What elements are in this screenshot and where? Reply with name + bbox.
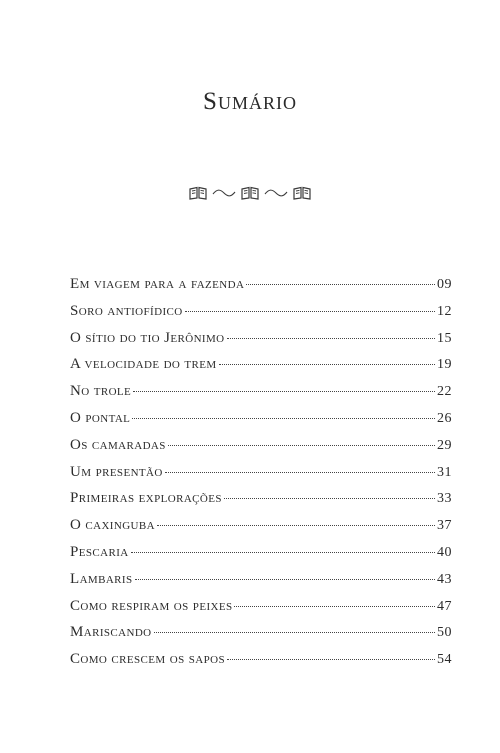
dot-leader [227,338,435,339]
toc-entry[interactable] [70,598,452,625]
toc-entry-title: Em viagem para a fazenda [70,276,245,292]
dot-leader [219,364,435,365]
dot-leader [246,284,435,285]
dot-leader [227,659,435,660]
toc-entry-page: 43 [437,571,452,587]
toc-entry[interactable] [70,490,452,517]
tilde-swash-icon [211,188,237,198]
dot-leader [135,579,436,580]
toc-entry-page: 33 [437,491,452,507]
toc-entry[interactable] [70,651,452,678]
toc-entry-page: 09 [437,277,452,292]
table-of-contents [70,276,452,678]
toc-entry-page: 31 [437,464,452,480]
toc-entry-page: 50 [437,625,452,641]
dot-leader [165,472,435,473]
dot-leader [132,418,435,419]
toc-entry-page: 12 [437,303,452,319]
toc-entry-title: A velocidade do trem [70,356,217,373]
section-ornament [0,186,500,200]
toc-entry[interactable] [70,303,452,330]
toc-entry-page: 26 [437,410,452,426]
toc-entry[interactable] [70,330,452,357]
book-glyph-icon [241,186,259,200]
toc-entry[interactable] [70,544,452,571]
dot-leader [185,311,435,312]
page-title: Sumário [203,88,297,115]
dot-leader [154,632,435,633]
toc-entry-title: O sítio do tio Jerônimo [70,329,225,346]
toc-entry[interactable] [70,571,452,598]
toc-entry-title: Um presentão [70,463,163,480]
dot-leader [168,445,435,446]
toc-entry[interactable] [70,276,452,303]
toc-entry[interactable] [70,464,452,491]
toc-entry-title: O pontal [70,409,131,426]
toc-entry-page: 47 [437,598,452,614]
dot-leader [234,606,435,607]
toc-entry-title: Lambaris [70,570,133,587]
toc-entry-page: 15 [437,330,452,346]
dot-leader [224,498,435,499]
toc-entry[interactable] [70,437,452,464]
toc-entry[interactable] [70,383,452,410]
toc-entry-title: Como respiram os peixes [70,597,233,614]
toc-entry[interactable] [70,517,452,544]
toc-entry-title: No trole [70,383,132,400]
toc-entry-title: Pescaria [70,543,129,560]
toc-entry-page: 40 [437,544,452,560]
dot-leader [157,525,435,526]
toc-entry-title: Primeiras explorações [70,490,222,507]
toc-entry-title: Mariscando [70,624,152,641]
toc-entry-page: 54 [437,652,452,668]
toc-entry[interactable] [70,410,452,437]
toc-entry-page: 37 [437,518,452,534]
toc-entry-title: Soro antiofídico [70,302,183,319]
dot-leader [131,552,435,553]
dot-leader [133,391,435,392]
toc-entry-title: Os camaradas [70,436,166,453]
book-glyph-icon [293,186,311,200]
tilde-swash-icon [263,188,289,198]
toc-entry-title: Como crescem os sapos [70,651,225,668]
toc-entry-page: 19 [437,357,452,373]
toc-entry-title: O caxinguba [70,517,155,534]
toc-entry[interactable] [70,356,452,383]
toc-entry[interactable] [70,624,452,651]
toc-entry-page: 22 [437,384,452,400]
toc-entry-page: 29 [437,437,452,453]
book-glyph-icon [189,186,207,200]
